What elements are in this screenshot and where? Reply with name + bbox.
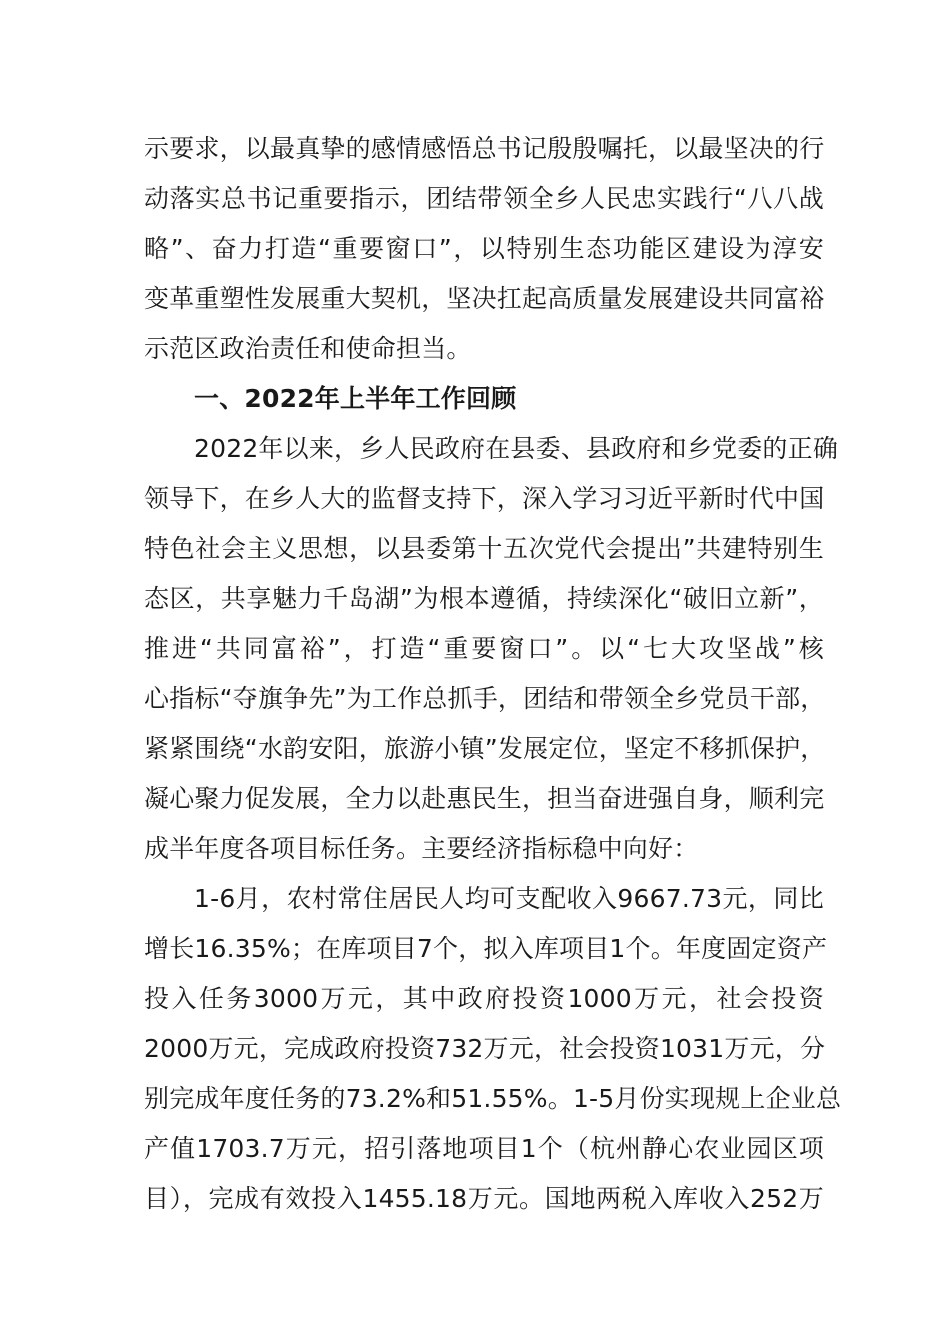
body-text-line: 2000万元，完成政府投资732万元，社会投资1031万元，分 [144, 1034, 826, 1063]
body-text-line: 产值1703.7万元，招引落地项目1个（杭州静心农业园区项 [144, 1134, 824, 1163]
body-text-line: 2022年以来，乡人民政府在县委、县政府和乡党委的正确 [194, 434, 839, 463]
section-heading: 一、2022年上半年工作回顾 [194, 384, 517, 413]
body-text-line: 别完成年度任务的73.2%和51.55%。1-5月份实现规上企业总 [144, 1084, 842, 1113]
body-text-line: 示范区政治责任和使命担当。 [144, 334, 472, 363]
body-text-line: 成半年度各项目标任务。主要经济指标稳中向好： [144, 834, 699, 863]
body-text-line: 推进“共同富裕”，打造“重要窗口”。以“七大攻坚战”核 [144, 634, 824, 663]
body-text-line: 凝心聚力促发展，全力以赴惠民生，担当奋进强自身，顺利完 [144, 784, 825, 813]
body-text-line: 目），完成有效投入1455.18万元。国地两税入库收入252万 [144, 1184, 824, 1213]
body-text-line: 变革重塑性发展重大契机，坚决扛起高质量发展建设共同富裕 [144, 284, 825, 313]
body-text-line: 领导下，在乡人大的监督支持下，深入学习习近平新时代中国 [144, 484, 825, 513]
body-text-line: 紧紧围绕“水韵安阳，旅游小镇”发展定位，坚定不移抓保护， [144, 734, 826, 763]
body-text-line: 示要求，以最真挚的感情感悟总书记殷殷嘱托，以最坚决的行 [144, 134, 825, 163]
body-text-line: 1-6月，农村常住居民人均可支配收入9667.73元，同比 [194, 884, 824, 913]
body-text-line: 投入任务3000万元，其中政府投资1000万元，社会投资 [144, 984, 824, 1013]
body-text-line: 增长16.35%；在库项目7个，拟入库项目1个。年度固定资产 [144, 934, 828, 963]
body-text-line: 特色社会主义思想，以县委第十五次党代会提出”共建特别生 [144, 534, 824, 563]
body-text-line: 略”、奋力打造“重要窗口”，以特别生态功能区建设为淳安 [144, 234, 824, 263]
body-text-line: 态区，共享魅力千岛湖”为根本遵循，持续深化“破旧立新”， [144, 584, 824, 613]
body-text-line: 心指标“夺旗争先”为工作总抓手，团结和带领全乡党员干部， [144, 684, 826, 713]
body-text-line: 动落实总书记重要指示，团结带领全乡人民忠实践行“八八战 [144, 184, 824, 213]
